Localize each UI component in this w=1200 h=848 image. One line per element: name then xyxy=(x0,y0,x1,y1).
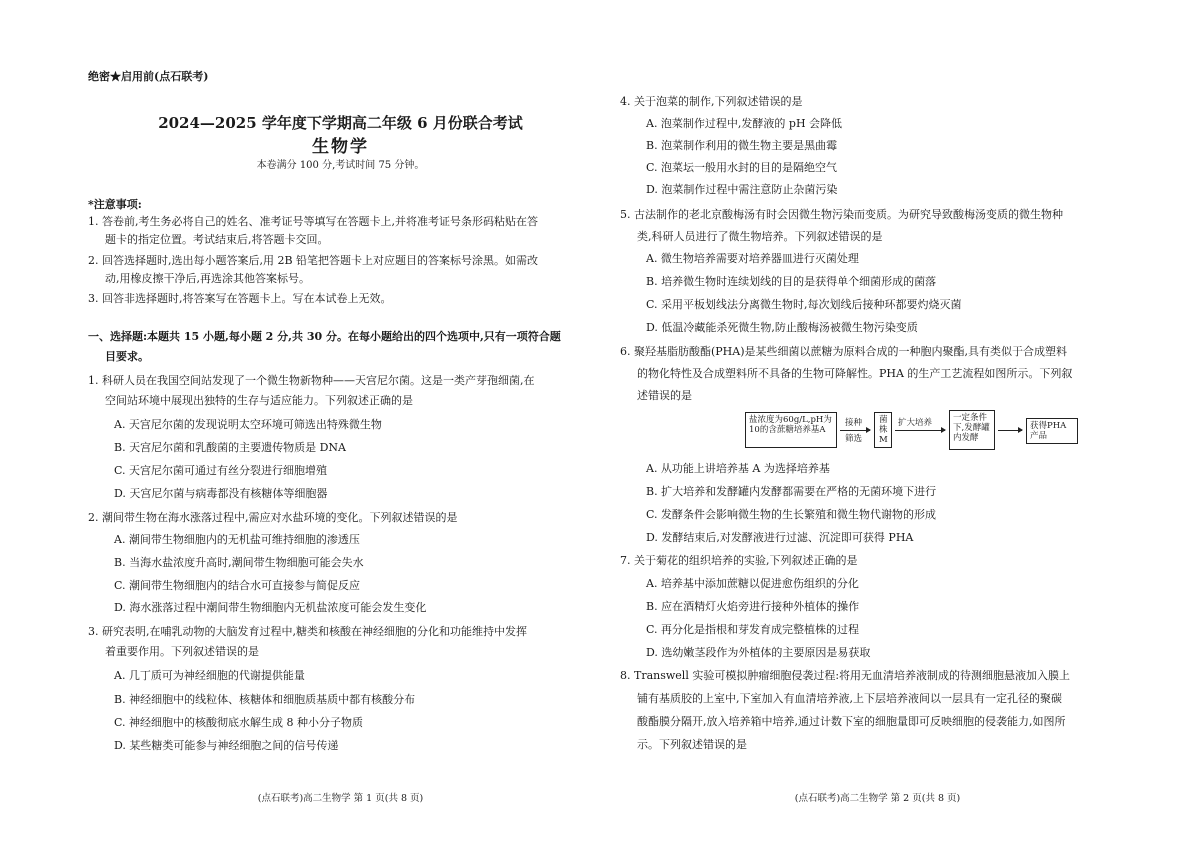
notice-line: 3. 回答非选择题时,将答案写在答题卡上。写在本试卷上无效。 xyxy=(88,292,392,305)
exam-info: 本卷满分 100 分,考试时间 75 分钟。 xyxy=(256,160,425,171)
flow-label-inoculate: 接种 xyxy=(845,418,863,428)
pha-flowchart xyxy=(745,410,1125,458)
option-b: B. 当海水盐浓度升高时,潮间带生物细胞可能会失水 xyxy=(114,556,364,569)
question-stem: 空间站环境中展现出独特的生存与适应能力。下列叙述正确的是 xyxy=(105,394,413,407)
flow-box-pha-product: 获得PHA产品 xyxy=(1026,418,1078,444)
flow-arrow xyxy=(895,430,945,431)
question-stem: 1. 科研人员在我国空间站发现了一个微生物新物种——天宫尼尔菌。这是一类产芽孢细菌,在 xyxy=(88,374,535,387)
option-a: A. 潮间带生物细胞内的无机盐可维持细胞的渗透压 xyxy=(114,533,360,546)
option-a: A. 微生物培养需要对培养器皿进行灭菌处理 xyxy=(646,252,859,265)
option-d: D. 某些糖类可能参与神经细胞之间的信号传递 xyxy=(114,739,339,752)
option-c: C. 采用平板划线法分离微生物时,每次划线后接种环都要灼烧灭菌 xyxy=(646,298,962,311)
question-stem: 8. Transwell 实验可模拟肿瘤细胞侵袭过程:将用无血清培养液制成的待测细胞悬液加入膜上 xyxy=(620,669,1071,682)
question-stem: 示。下列叙述错误的是 xyxy=(637,738,747,751)
question-stem: 着重要作用。下列叙述错误的是 xyxy=(105,645,259,658)
section-heading: 一、选择题:本题共 15 小题,每小题 2 分,共 30 分。在每小题给出的四个选项中,只有一项符合题 xyxy=(88,330,561,343)
flow-arrow xyxy=(998,430,1022,431)
notice-line: 1. 答卷前,考生务必将自己的姓名、准考证号等填写在答题卡上,并将准考证号条形码粘贴在答 xyxy=(88,215,538,228)
question-stem: 铺有基质胶的上室中,下室加入有血清培养液,上下层培养液间以一层具有一定孔径的聚碳 xyxy=(637,692,1062,705)
confidential-seal: 绝密★启用前(点石联考) xyxy=(88,70,209,83)
option-c: C. 天宫尼尔菌可通过有丝分裂进行细胞增殖 xyxy=(114,464,328,477)
option-c: C. 泡菜坛一般用水封的目的是隔绝空气 xyxy=(646,161,838,174)
option-c: C. 神经细胞中的核酸彻底水解生成 8 种小分子物质 xyxy=(114,716,364,729)
option-b: B. 应在酒精灯火焰旁进行接种外植体的操作 xyxy=(646,600,860,613)
option-b: B. 培养微生物时连续划线的目的是获得单个细菌形成的菌落 xyxy=(646,275,937,288)
section-heading: 目要求。 xyxy=(105,350,149,363)
question-stem: 4. 关于泡菜的制作,下列叙述错误的是 xyxy=(620,95,803,108)
question-stem: 6. 聚羟基脂肪酸酯(PHA)是某些细菌以蔗糖为原料合成的一种胞内聚酯,具有类似于合成塑料 xyxy=(620,345,1068,358)
option-b: B. 扩大培养和发酵罐内发酵都需要在严格的无菌环境下进行 xyxy=(646,485,937,498)
notice-line: 2. 回答选择题时,选出每小题答案后,用 2B 铅笔把答题卡上对应题目的答案标号涂黑。如需改 xyxy=(88,254,539,267)
option-b: B. 天宫尼尔菌和乳酸菌的主要遗传物质是 DNA xyxy=(114,441,346,454)
option-a: A. 从功能上讲培养基 A 为选择培养基 xyxy=(646,462,830,475)
option-a: A. 培养基中添加蔗糖以促进愈伤组织的分化 xyxy=(646,577,859,590)
flow-label-screen: 筛选 xyxy=(845,434,863,444)
option-b: B. 神经细胞中的线粒体、核糖体和细胞质基质中都有核酸分布 xyxy=(114,693,416,706)
option-a: A. 泡菜制作过程中,发酵液的 pH 会降低 xyxy=(646,117,843,130)
option-d: D. 泡菜制作过程中需注意防止杂菌污染 xyxy=(646,183,838,196)
page-footer: (点石联考)高二生物学 第 1 页(共 8 页) xyxy=(257,793,424,804)
question-stem: 2. 潮间带生物在海水涨落过程中,需应对水盐环境的变化。下列叙述错误的是 xyxy=(88,511,458,524)
page-footer: (点石联考)高二生物学 第 2 页(共 8 页) xyxy=(794,793,961,804)
flow-label-expand: 扩大培养 xyxy=(898,418,933,428)
exam-title: 2024—2025 学年度下学期高二年级 6 月份联合考试 xyxy=(158,114,523,132)
option-d: D. 海水涨落过程中潮间带生物细胞内无机盐浓度可能会发生变化 xyxy=(114,601,427,614)
flow-box-strain-m: 菌株M xyxy=(874,412,892,448)
option-d: D. 低温冷藏能杀死微生物,防止酸梅汤被微生物污染变质 xyxy=(646,321,918,334)
question-stem: 5. 古法制作的老北京酸梅汤有时会因微生物污染而变质。为研究导致酸梅汤变质的微生物种 xyxy=(620,208,1063,221)
flow-arrow xyxy=(840,430,870,431)
notice-line: 动,用橡皮擦干净后,再选涂其他答案标号。 xyxy=(105,272,310,285)
option-b: B. 泡菜制作利用的微生物主要是黑曲霉 xyxy=(646,139,838,152)
question-stem: 类,科研人员进行了微生物培养。下列叙述错误的是 xyxy=(637,230,883,243)
option-c: C. 发酵条件会影响微生物的生长繁殖和微生物代谢物的形成 xyxy=(646,508,937,521)
option-d: D. 天宫尼尔菌与病毒都没有核糖体等细胞器 xyxy=(114,487,328,500)
notice-line: 题卡的指定位置。考试结束后,将答题卡交回。 xyxy=(105,233,329,246)
question-stem: 的物化特性及合成塑料所不具备的生物可降解性。PHA 的生产工艺流程如图所示。下列叙 xyxy=(637,367,1073,380)
option-c: C. 再分化是指根和芽发育成完整植株的过程 xyxy=(646,623,860,636)
subject-title: 生物学 xyxy=(312,137,369,157)
question-stem: 3. 研究表明,在哺乳动物的大脑发育过程中,糖类和核酸在神经细胞的分化和功能维持中发挥 xyxy=(88,625,527,638)
question-stem: 述错误的是 xyxy=(637,389,692,402)
option-d: D. 选幼嫩茎段作为外植体的主要原因是易获取 xyxy=(646,646,871,659)
question-stem: 酸酯膜分隔开,放入培养箱中培养,通过计数下室的细胞量即可反映细胞的侵袭能力,如图所 xyxy=(637,715,1066,728)
flow-box-fermentation: 一定条件下,发酵罐内发酵 xyxy=(949,410,995,450)
option-a: A. 天宫尼尔菌的发现说明太空环境可筛选出特殊微生物 xyxy=(114,418,382,431)
option-c: C. 潮间带生物细胞内的结合水可直接参与简促反应 xyxy=(114,579,361,592)
option-d: D. 发酵结束后,对发酵液进行过滤、沉淀即可获得 PHA xyxy=(646,531,914,544)
notice-heading: *注意事项: xyxy=(88,198,142,211)
option-a: A. 几丁质可为神经细胞的代谢提供能量 xyxy=(114,669,305,682)
question-stem: 7. 关于菊花的组织培养的实验,下列叙述正确的是 xyxy=(620,554,858,567)
flow-box-medium-a: 盐浓度为60g/L,pH为10的含蔗糖培养基A xyxy=(745,412,837,448)
